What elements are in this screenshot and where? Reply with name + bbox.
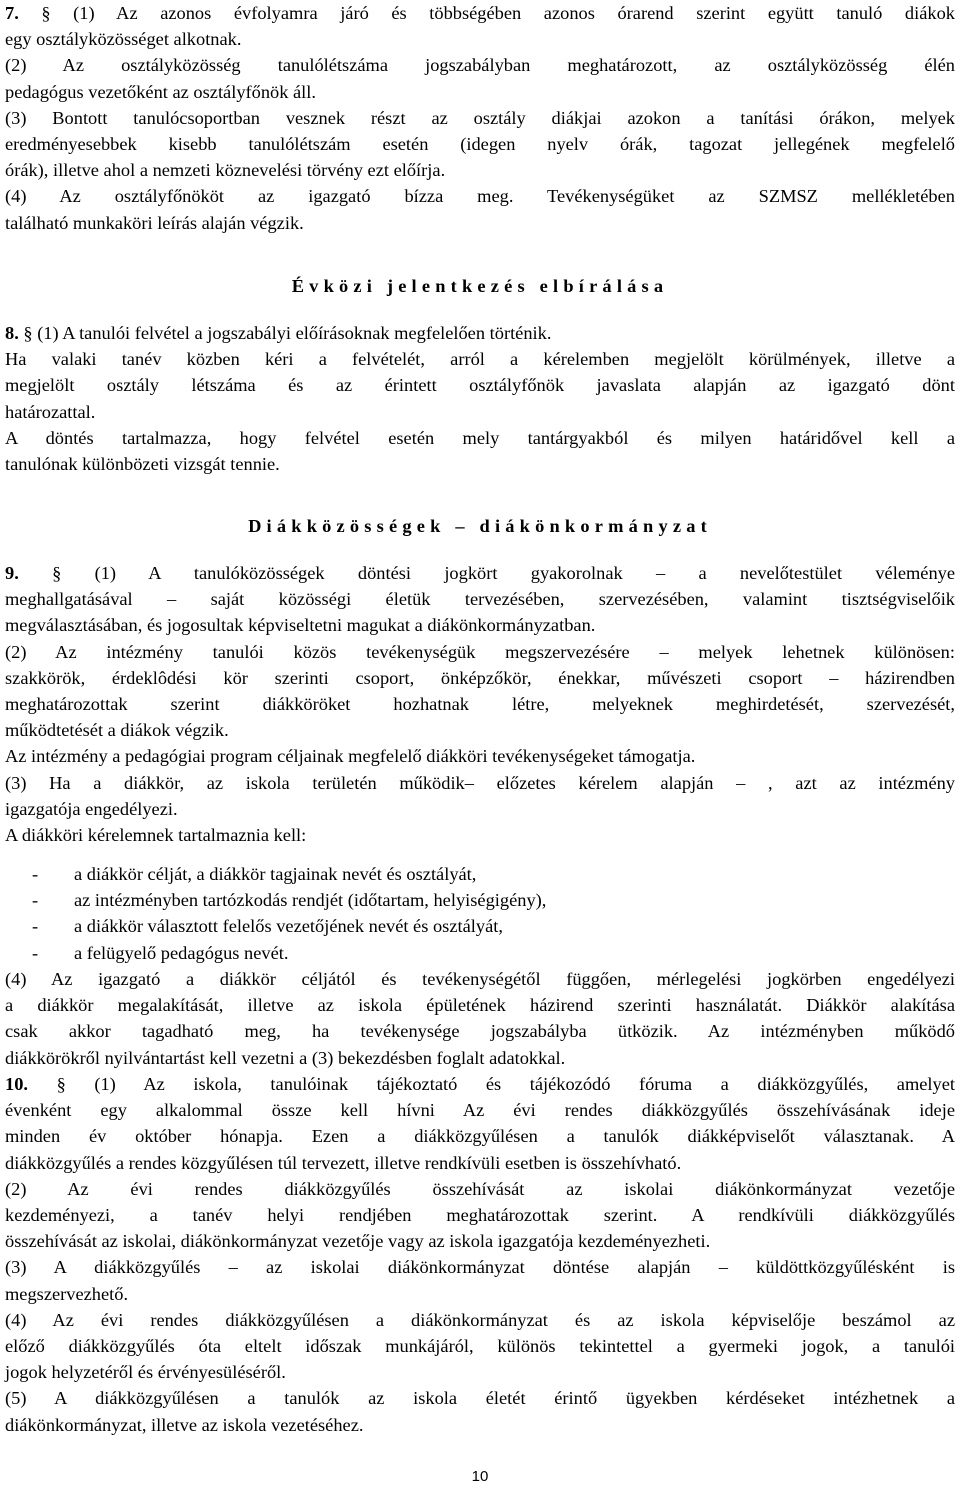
list-item-text: a diákkör célját, a diákkör tagjainak nevét és osztályát, xyxy=(74,864,477,884)
line: (3) Bontott tanulócsoportban vesznek részt az osztály diákjai azokon a tanítási órákon, melyek xyxy=(5,107,955,128)
page-number: 10 xyxy=(471,1468,489,1485)
line: A döntés tartalmazza, hogy felvétel esetén mely tantárgyakból és milyen határidővel kell a xyxy=(5,427,955,448)
section-number: 10. xyxy=(5,1074,28,1094)
section-8 xyxy=(5,320,955,477)
list-item-text: a felügyelő pedagógus nevét. xyxy=(74,942,289,963)
line: 10. § (1) Az iskola, tanulóinak tájékoztató és tájékozódó fóruma a diákközgyűlés, amelyet xyxy=(5,1074,955,1094)
line: (5) A diákközgyűlésen a tanulók az iskola életét érintő ügyekben kérdéseket intézhetnek a xyxy=(5,1388,955,1409)
line: eredményesebbek kisebb tanulólétszám esetén (idegen nyelv órák, tagozat jellegének megfelelő xyxy=(5,134,955,155)
list-item xyxy=(32,861,546,887)
section-9 xyxy=(5,560,955,848)
line: tanulónak különbözeti vizsgát tennie. xyxy=(5,454,280,475)
line: meghatározottak szerint diákköröket hozhatnak létre, melyeknek meghirdetését, szervezését, xyxy=(5,694,955,715)
line: Ha valaki tanév közben kéri a felvételét, arról a kérelemben megjelölt körülmények, illetve a xyxy=(5,349,955,370)
line: (2) Az évi rendes diákközgyűlés összehívását az iskolai diákönkormányzat vezetője xyxy=(5,1178,955,1199)
line: minden év október hónapja. Ezen a diákközgyűlésen a tanulók diákképviselőt választanak. A xyxy=(5,1126,955,1147)
line: összehívását az iskolai, diákönkormányzat vezetője vagy az iskola igazgatója kezdeményezheti. xyxy=(5,1231,711,1252)
section-number: 7. xyxy=(5,3,19,23)
line: meghallgatásával – saját közösségi életük tervezésében, szervezésében, valamint tisztségviselőik xyxy=(5,589,955,610)
line: (2) Az osztályközösség tanulólétszáma jogszabályban meghatározott, az osztályközösség élén xyxy=(5,55,955,76)
list-item-text: a diákkör választott felelős vezetőjének nevét és osztályát, xyxy=(74,916,503,937)
list-item xyxy=(32,913,546,939)
line: diákkörökről nyilvántartást kell vezetni a (3) bekezdésben foglalt adatokkal. xyxy=(5,1047,566,1068)
line: egy osztályközösséget alkotnak. xyxy=(5,29,242,50)
line: (3) A diákközgyűlés – az iskolai diákönkormányzat döntése alapján – küldöttközgyűlésként is xyxy=(5,1257,955,1278)
section-heading-diakkozossegek: Diákközösségek – diákönkormányzat xyxy=(248,516,712,536)
line: Az intézmény a pedagógiai program céljainak megfelelő diákköri tevékenységeket támogatja. xyxy=(5,746,696,767)
section-number: 9. xyxy=(5,563,19,583)
line: (2) Az intézmény tanulói közös tevékenységük megszervezésére – melyek lehetnek különösen: xyxy=(5,641,955,662)
dash: - xyxy=(32,942,39,963)
list-item xyxy=(32,940,546,966)
line: órák), illetve ahol a nemzeti köznevelési törvény ezt előírja. xyxy=(5,160,446,181)
line: igazgatója engedélyezi. xyxy=(5,798,178,819)
line: megszervezhető. xyxy=(5,1283,129,1304)
line: megválasztásában, és jogosultak képviseltetni magukat a diákönkormányzatban. xyxy=(5,615,596,636)
line: jogok helyzetéről és érvényesüléséről. xyxy=(5,1362,286,1383)
line: évenként egy alkalommal össze kell hívni Az évi rendes diákközgyűlés összehívásának ideje xyxy=(5,1100,955,1121)
line: előző diákközgyűlés óta eltelt időszak munkájáról, különös tekintettel a gyermeki jogok, a tanulói xyxy=(5,1336,955,1357)
list-item xyxy=(32,887,546,913)
line: diákközgyűlés a rendes közgyűlésen túl tervezett, illetve rendkívüli esetben is összehívható. xyxy=(5,1152,682,1173)
line: megjelölt osztály létszáma és az érintett osztályfőnök javaslata alapján az igazgató dönt xyxy=(5,375,955,396)
line: 7. § (1) Az azonos évfolyamra járó és többségében azonos órarend szerint együtt tanuló diákok xyxy=(5,3,955,23)
line: 8. § (1) A tanulói felvétel a jogszabályi előírásoknak megfelelően történik. xyxy=(5,323,552,343)
diakkor-requirements-list xyxy=(32,861,546,966)
section-heading-evkozi: Évközi jelentkezés elbírálása xyxy=(291,276,669,296)
line: (4) Az osztályfőnököt az igazgató bízza meg. Tevékenységüket az SZMSZ mellékletében xyxy=(5,186,955,207)
line: csak akkor tagadható meg, ha tevékenysége jogszabályba ütközik. Az intézményben működő xyxy=(5,1021,955,1042)
list-item-text: az intézményben tartózkodás rendjét (időtartam, helyiségigény), xyxy=(74,890,547,911)
section-number: 8. xyxy=(5,323,19,343)
line: (3) Ha a diákkör, az iskola területén működik– előzetes kérelem alapján – , azt az intézmény xyxy=(5,772,955,793)
line: a diákkör megalakítását, illetve az iskola épületének házirend szerinti használatát. Diákkör alakítása xyxy=(5,995,955,1016)
dash: - xyxy=(32,916,39,937)
line: (4) Az igazgató a diákkör céljától és tevékenységétől függően, mérlegelési jogkörben engedélyezi xyxy=(5,969,955,989)
section-10 xyxy=(5,1071,955,1438)
line: diákönkormányzat, illetve az iskola vezetéséhez. xyxy=(5,1414,364,1435)
line: kezdeményezi, a tanév helyi rendjében meghatározottak szerint. A rendkívüli diákközgyűlés xyxy=(5,1205,955,1226)
line: 9. § (1) A tanulóközösségek döntési jogkört gyakorolnak – a nevelőtestület véleménye xyxy=(5,563,955,583)
dash: - xyxy=(32,890,39,911)
section-7 xyxy=(5,0,955,236)
line: szakkörök, érdeklôdési kör szerinti csoport, önképzőkör, énekkar, művészeti csoport – házirendben xyxy=(5,667,955,688)
line: határozattal. xyxy=(5,401,96,422)
line: található munkaköri leírás alaján végzik. xyxy=(5,212,304,233)
line: (4) Az évi rendes diákközgyűlésen a diákönkormányzat és az iskola képviselője beszámol az xyxy=(5,1309,955,1330)
line: A diákköri kérelemnek tartalmaznia kell: xyxy=(5,825,307,846)
dash: - xyxy=(32,864,39,884)
line: pedagógus vezetőként az osztályfőnök áll. xyxy=(5,81,316,102)
line: működtetését a diákok végzik. xyxy=(5,720,229,741)
section-9-cont xyxy=(5,966,955,1071)
